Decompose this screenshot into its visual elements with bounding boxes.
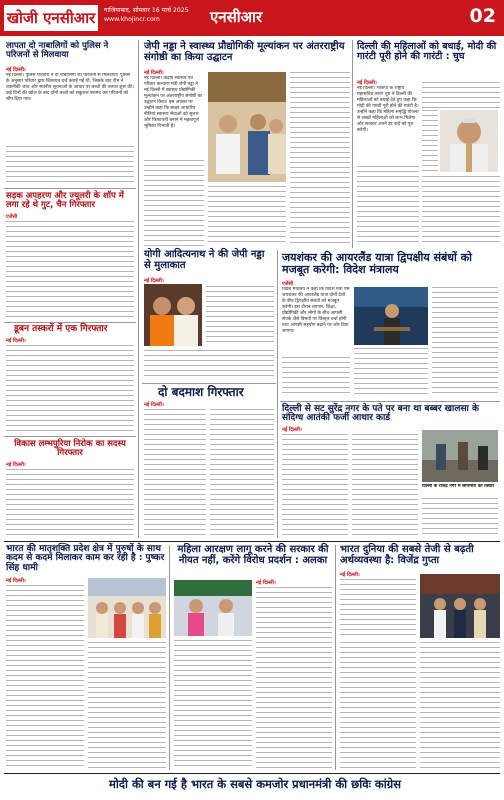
- column-divider: [169, 545, 170, 770]
- dateline: एजेंसी: [282, 281, 294, 287]
- article-body-lines: [354, 348, 428, 398]
- article-body-lines: [174, 640, 252, 770]
- article-body-lines: [88, 642, 166, 770]
- headline-modi-weak: मोदी की बन गई है भारत के सबसे कमजोर प्रधानमंत्री की छविः कांग्रेस: [109, 777, 401, 791]
- headline-vikas-road: विकास लम्भपुरिया निरोक का सदस्य गिरफ्तार: [14, 439, 126, 458]
- section-title: एनसीआर: [210, 8, 263, 26]
- dateline: नई दिल्ली।: [340, 572, 360, 578]
- article-body-lines: [6, 469, 134, 539]
- headline-india-economy: भारत दुनिया की सबसे तेजी से बढ़ती अर्थव्यवस्था है: विजेंद्र गुप्ता: [340, 544, 474, 566]
- dateline: एजेंसी: [6, 214, 18, 220]
- jaishankar-photo: [354, 287, 428, 345]
- article-body: नई दिल्ली। केंद्रीय स्वास्थ्य एवं परिवार कल्याण मंत्री जेपी नड्डा ने नई दिल्ली में स्वास्थ्य प्रौद्योगिकी मूल्यांकन पर अंतरराष्ट्रीय संगोष्ठी का उद्घाटन किया। इस अवसर पर उन्होंने कहा कि साक्ष्य आधारित नीतियां स्वास्थ्य सेवाओं को सुलभ और किफायती बनाने में महत्वपूर्ण भूमिका निभाती हैं।: [144, 76, 203, 129]
- article-body-lines: [6, 345, 134, 433]
- article-body-lines: [432, 287, 498, 397]
- article-body-lines: [352, 434, 418, 538]
- nadda-photo: [208, 72, 286, 182]
- article-body-lines: [357, 166, 419, 246]
- headline-jaishankar: जयशंकर की आयरलैंड यात्रा द्विपक्षीय संबंधों को मजबूत करेगी: विदेश मंत्रालय: [282, 251, 473, 276]
- dhami-photo: [88, 578, 166, 638]
- masthead-date: गाजियाबाद, सोमवार 16 मार्च 2025: [104, 7, 189, 14]
- page-number: 02: [469, 5, 496, 27]
- headline-india-women: भारत की मातृशक्ति प्रदेश क्षेत्र में पुरुषों के साथ कदम से कदम मिलाकर काम कर रही है : पुष्कर सिंह धामी: [6, 544, 165, 573]
- divider: [280, 401, 500, 402]
- headline-delhi-women: दिल्ली की महिलाओं को बधाई, मोदी की गारंटी पूरी होने की गारंटी : चुघ: [357, 41, 497, 62]
- divider: [142, 383, 276, 384]
- masthead: [0, 0, 504, 36]
- article-body-lines: [420, 642, 500, 770]
- article-body-lines: [6, 146, 134, 184]
- article-body-lines: [206, 286, 274, 346]
- article-body-lines: [6, 221, 134, 319]
- dateline: नई दिल्ली।: [6, 462, 26, 468]
- vijender-photo: [420, 574, 500, 638]
- divider: [4, 322, 136, 323]
- article-body-lines: [422, 82, 500, 110]
- article-body-lines: [210, 409, 274, 537]
- dateline: नई दिल्ली।: [357, 80, 377, 86]
- yogi-photo: [144, 284, 202, 346]
- article-body-lines: [144, 409, 206, 537]
- alka-photo: [174, 580, 252, 636]
- photo-caption: दिल्ली के राजेंद्र नगर में छापेमारी की तस्वीर: [422, 484, 495, 489]
- masthead-meta: [104, 6, 189, 24]
- article-body-lines: [144, 350, 274, 380]
- dateline: नई दिल्ली।: [6, 338, 26, 344]
- headline-jp-nadda: जेपी नड्डा ने स्वास्थ्य प्रौद्योगिकी मूल्यांकन पर अंतरराष्ट्रीय संगोष्ठी का किया उद्घाटन: [144, 41, 345, 63]
- article-body-lines: [144, 160, 204, 246]
- article-body-lines: [422, 176, 500, 246]
- headline-yogi: योगी आदित्यनाथ ने की जेपी नड्डा से मुलाकात: [144, 249, 265, 271]
- dateline: नई दिल्ली।: [144, 278, 164, 284]
- article-body-lines: [6, 585, 84, 770]
- article-body: नई दिल्ली। पुलिस परिवारों ने दो नाबालिगों को परिजनों से मिलवाया। पुलिस के अनुसार परिवार द्वारा शिकायत दर्ज कराई गई थी, जिसके बाद टीम ने तकनीकी जांच और स्थानीय सूचनाओं के आधार पर बच्चों की तलाश शुरू की। कई दिनों की खोज के बाद दोनों बच्चों को सकुशल बरामद कर परिजनों को सौंप दिया गया।: [6, 73, 134, 102]
- article-body-lines: [290, 72, 350, 246]
- headline-gang: डूबन तस्करों में एक गिरफ्तार: [14, 324, 108, 334]
- headline-missing-children: लापता दो नाबालिगों को पुलिस ने परिजनों से मिलवाया: [6, 41, 109, 60]
- article-body-lines: [208, 186, 286, 246]
- newspaper-logo: खोजी एनसीआर: [4, 5, 98, 31]
- headline-mahila-aarakshan: महिला आरक्षण लागू करने की सरकार की नीयत नहीं, करेंगे विरोध प्रदर्शन : अलका: [177, 544, 329, 566]
- column-divider: [277, 250, 278, 538]
- dateline: नई दिल्ली।: [256, 580, 276, 586]
- article-body-lines: [422, 110, 438, 172]
- headline-two-criminals: दो बदमाश गिरफ्तार: [158, 385, 244, 399]
- article-body-lines: [422, 498, 498, 538]
- article-body-lines: [340, 579, 416, 639]
- section-divider: [4, 541, 500, 542]
- dateline: नई दिल्ली।: [144, 70, 164, 76]
- article-body-lines: [340, 642, 416, 770]
- column-divider: [352, 40, 353, 248]
- raid-photo: [422, 430, 498, 482]
- article-body-lines: [256, 587, 332, 770]
- chugh-photo: [440, 110, 498, 172]
- dateline: नई दिल्ली।: [282, 427, 302, 433]
- article-body: विदेश मंत्रालय ने कहा कि विदेश मंत्री एस जयशंकर की आयरलैंड यात्रा दोनों देशों के बीच द्विपक्षीय संबंधों को मजबूत करेगी। इस दौरान व्यापार, शिक्षा, प्रौद्योगिकी और लोगों के बीच आपसी संपर्क जैसे विषयों पर विस्तृत चर्चा होगी तथा आपसी सहयोग बढ़ाने पर जोर दिया जाएगा।: [282, 287, 350, 334]
- article-body: नई दिल्ली। भाजपा के राष्ट्रीय महासचिव तरुण चुघ ने दिल्ली की महिलाओं को बधाई देते हुए कहा कि मोदी की गारंटी पूरी होने की गारंटी है। उन्होंने कहा कि महिला समृद्धि योजना से लाखों महिलाओं को लाभ मिलेगा और सरकार अपने हर वादे को पूरा करेगी।: [357, 86, 419, 133]
- section-divider: [4, 773, 500, 774]
- divider: [4, 436, 136, 437]
- dateline: नई दिल्ली।: [144, 402, 164, 408]
- column-divider: [335, 545, 336, 770]
- divider: [4, 188, 136, 189]
- headline-delhi-st: दिल्ली से सट सुरेंद्र नगर के पते पर बना था बब्बर खालसा के संदिग्ध आतंकी फर्जी आधार कार्ड: [282, 404, 479, 424]
- masthead-website: www.khojincr.com: [104, 16, 160, 23]
- headline-harassment: सड़क अपहरण और ज्यूलरी के शॉप में लगा रहे थे गुट, चैन गिरफ्तार: [6, 191, 124, 210]
- article-body-lines: [282, 357, 350, 397]
- dateline: नई दिल्ली।: [6, 578, 26, 584]
- article-body-lines: [282, 434, 348, 538]
- column-divider: [138, 40, 139, 538]
- dateline: नई दिल्ली।: [6, 67, 26, 73]
